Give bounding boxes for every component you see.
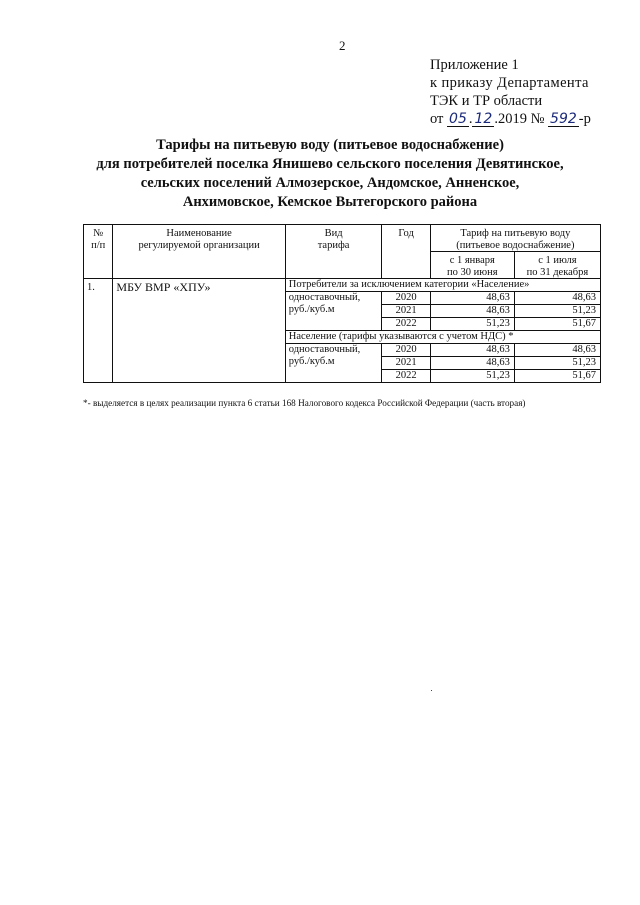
header-org: Наименование регулируемой организации [113,225,285,279]
header-kind: Вид тарифа [285,225,382,279]
document-title [60,136,600,212]
tariff-value-h2: 51,23 [514,357,600,370]
handwritten-month: 12 [474,111,493,127]
appendix-line-2: к приказу Департамента [430,75,589,91]
tariff-value-h1: 51,23 [430,318,514,331]
title-line-2: для потребителей поселка Янишево сельского поселения Девятинское, [96,156,564,172]
row-number: 1. [84,279,113,383]
appendix-line-3: ТЭК и ТР области [430,93,543,109]
tariff-value-h1: 48,63 [430,357,514,370]
tariff-value-h1: 51,23 [430,370,514,383]
tariff-value-h2: 51,67 [514,318,600,331]
tariff-value-h2: 51,67 [514,370,600,383]
header-period-1: с 1 января по 30 июня [430,252,514,279]
year-cell: 2021 [382,357,430,370]
year-cell: 2022 [382,318,430,331]
appendix-block [430,56,591,128]
year-cell: 2020 [382,292,430,305]
appendix-date-line: от 05 . 12 .2019 № 592 -р [430,111,591,127]
organization-name: МБУ ВМР «ХПУ» [113,279,285,383]
tariff-value-h1: 48,63 [430,292,514,305]
year-cell: 2022 [382,370,430,383]
year-cell: 2021 [382,305,430,318]
handwritten-day: 05 [449,111,467,127]
scan-speck [431,690,432,691]
header-num: № п/п [84,225,113,279]
order-suffix: -р [578,111,591,127]
handwritten-order-number: 592 [550,111,577,127]
tariff-value-h2: 48,63 [514,344,600,357]
header-period-2: с 1 июля по 31 декабря [514,252,600,279]
date-year: .2019 № [494,111,545,127]
tariff-value-h1: 48,63 [430,344,514,357]
category-row: Потребители за исключением категории «Население» [285,279,600,292]
tariff-value-h1: 48,63 [430,305,514,318]
category-row: Население (тарифы указываются с учетом НДС) * [285,331,600,344]
tariff-value-h2: 48,63 [514,292,600,305]
date-prefix: от [430,111,444,127]
year-cell: 2020 [382,344,430,357]
title-line-3: сельских поселений Алмозерское, Андомское, Анненское, [140,175,520,191]
tariff-value-h2: 51,23 [514,305,600,318]
page-number: 2 [339,38,346,53]
tariff-kind: одноставочный, руб./куб.м [285,292,382,331]
tariff-table [83,224,601,383]
title-line-4: Анхимовское, Кемское Вытегорского района [182,194,478,210]
appendix-line-1: Приложение 1 [430,57,519,73]
title-line-1: Тарифы на питьевую воду (питьевое водоснабжение) [156,137,504,153]
header-tariff: Тариф на питьевую воду (питьевое водоснабжение) [430,225,600,252]
header-year: Год [382,225,430,279]
footnote: *- выделяется в целях реализации пункта 6 статьи 168 Налогового кодекса Российской Федерации (часть вторая) [83,398,526,408]
tariff-kind: одноставочный, руб./куб.м [285,344,382,383]
